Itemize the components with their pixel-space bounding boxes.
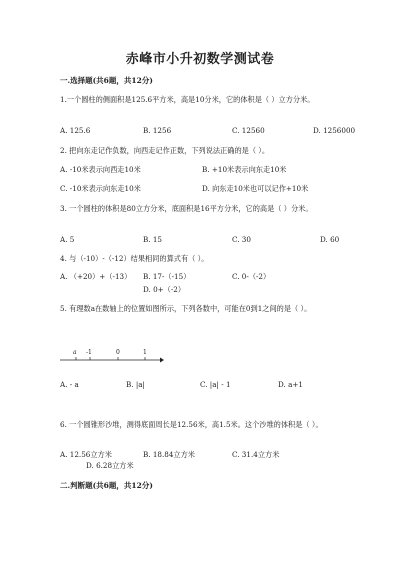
option-1d: D. 1256000: [313, 126, 356, 135]
option-5b: B. |a|: [126, 380, 145, 389]
label-minus-1: -1: [86, 349, 92, 356]
option-1c: C. 12560: [232, 126, 265, 135]
option-2b: B. +10米表示向东走10米: [202, 165, 287, 174]
option-3d: D. 60: [320, 235, 340, 244]
label-0: 0: [116, 349, 120, 356]
section-heading-judgment: 二.判断题(共6题，共12分): [60, 481, 153, 490]
question-6: 6. 一个圆锥形沙堆，测得底面周长是12.56米，高1.5米。这个沙堆的体积是（ ）。: [60, 420, 323, 429]
option-4a: A. （+20）+（-13）: [60, 272, 132, 281]
option-3a: A. 5: [60, 235, 75, 244]
option-6a: A. 12.56立方米: [60, 450, 112, 459]
question-1: 1.一个圆柱的侧面积是125.6平方米，高是10分米，它的体积是（ ）立方分米。: [60, 95, 315, 104]
option-5c: C. |a| - 1: [200, 380, 231, 389]
question-5: 5. 有理数a在数轴上的位置如图所示，下列各数中，可能在0到1之间的是（ ）。: [60, 304, 312, 313]
option-1a: A. 125.6: [60, 126, 91, 135]
option-1b: B. 1256: [143, 126, 172, 135]
section-heading-choice: 一.选择题(共6题，共12分): [60, 76, 153, 85]
option-5a: A. - a: [60, 380, 79, 389]
option-6c: C. 31.4立方米: [232, 450, 280, 459]
option-6b: B. 18.84立方米: [143, 450, 195, 459]
question-2: 2. 把向东走记作负数，向西走记作正数，下列说法正确的是（ ）。: [60, 146, 270, 155]
page-title: 赤峰市小升初数学测试卷: [125, 52, 275, 67]
question-4: 4. 与（-10）-（-12）结果相同的算式有（ ）。: [60, 254, 209, 263]
option-4c: C. 0-（-2）: [232, 272, 271, 281]
option-2a: A. -10米表示向西走10米: [60, 165, 141, 174]
label-1: 1: [143, 349, 147, 356]
option-2d: D. 向东走10米也可以记作+10米: [202, 184, 309, 193]
number-line-figure: [60, 346, 164, 366]
label-a: a: [73, 349, 77, 356]
option-4b: B. 17-（-15）: [143, 272, 191, 281]
option-5d: D. a+1: [278, 380, 303, 389]
option-3b: B. 15: [143, 235, 162, 244]
number-line-arrow: [160, 358, 164, 363]
option-3c: C. 30: [232, 235, 251, 244]
option-2c: C. -10米表示向东走10米: [60, 184, 141, 193]
question-3: 3. 一个圆柱的体积是80立方分米，底面积是16平方分米，它的高是（ ）分米。: [60, 204, 313, 213]
option-6d: D. 6.28立方米: [86, 461, 134, 470]
option-4d: D. 0+（-2）: [143, 285, 186, 294]
